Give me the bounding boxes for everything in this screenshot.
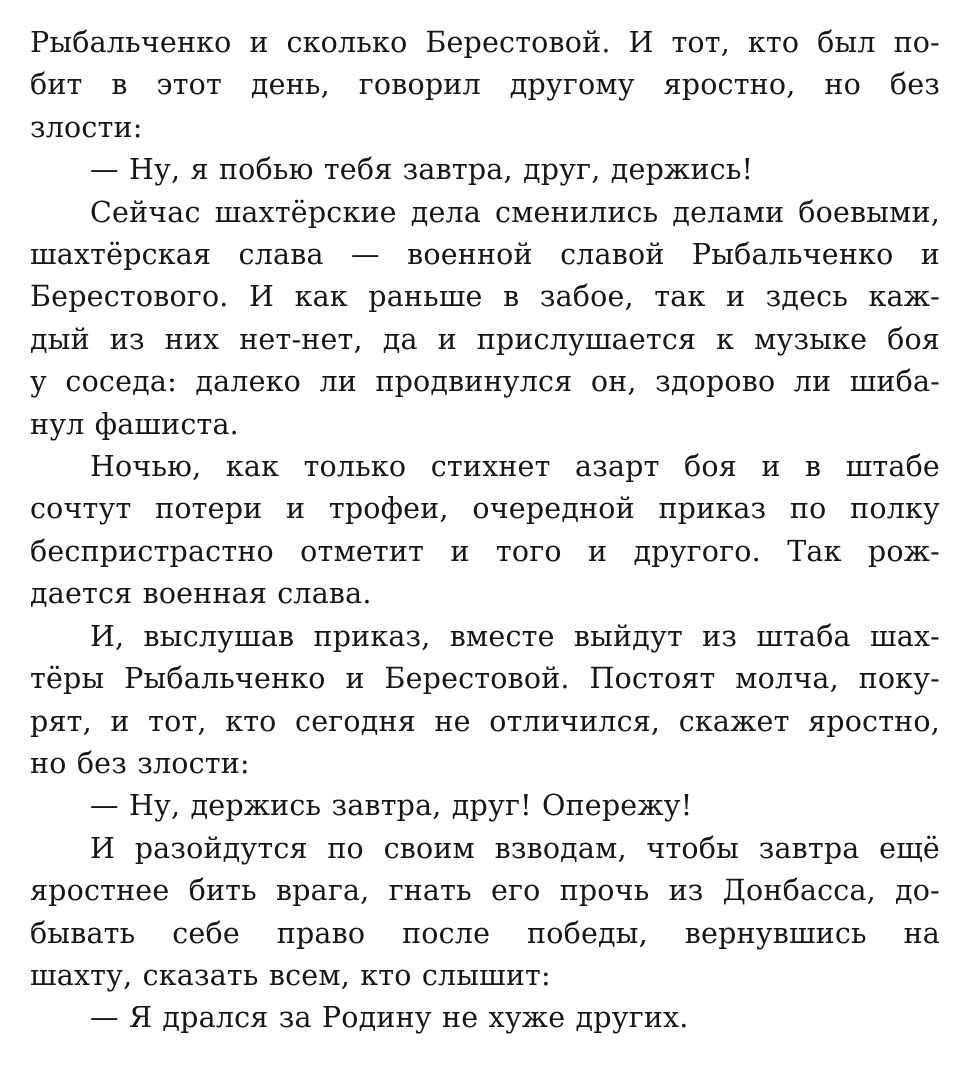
text-line: тёры Рыбальченко и Берестовой. Постоят молча, поку- <box>30 662 940 696</box>
text-line: шахтёрская слава — военной славой Рыбальченко и <box>30 238 940 272</box>
page-text <box>30 22 940 1040</box>
dialogue-line: — Я дрался за Родину не хуже других. <box>90 1001 689 1035</box>
text-line: шахту, сказать всем, кто слышит: <box>30 958 551 992</box>
text-line: беспристрастно отметит и того и другого. Так рож- <box>30 534 940 568</box>
text-line: рят, и тот, кто сегодня не отличился, скажет яростно, <box>30 704 940 738</box>
text-line: яростнее бить врага, гнать его прочь из Донбасса, до- <box>30 874 940 908</box>
text-line: сочтут потери и трофеи, очередной приказ по полку <box>30 492 940 526</box>
text-line: но без злости: <box>30 746 250 780</box>
text-line: дается военная слава. <box>30 577 372 611</box>
text-line: Рыбальченко и сколько Берестовой. И тот, кто был по- <box>30 26 940 59</box>
text-line: злости: <box>30 110 143 144</box>
paragraph-start-line: И разойдутся по своим взводам, чтобы завтра ещё <box>90 831 940 865</box>
dialogue-line: — Ну, я побью тебя завтра, друг, держись! <box>90 153 754 187</box>
text-line: бывать себе право после победы, вернувшись на <box>30 916 940 950</box>
paragraph-start-line: И, выслушав приказ, вместе выйдут из штаба шах- <box>90 619 940 653</box>
text-line: Берестового. И как раньше в забое, так и здесь каж- <box>30 280 940 314</box>
paragraph-start-line: Ночью, как только стихнет азарт боя и в штабе <box>90 450 940 484</box>
text-line: дый из них нет-нет, да и прислушается к музыке боя <box>30 322 940 356</box>
paragraph-start-line: Сейчас шахтёрские дела сменились делами боевыми, <box>90 195 940 229</box>
text-line: нул фашиста. <box>30 407 239 441</box>
dialogue-line: — Ну, держись завтра, друг! Опережу! <box>90 789 693 823</box>
text-line: у соседа: далеко ли продвинулся он, здорово ли шиба- <box>30 365 940 399</box>
text-line: бит в этот день, говорил другому яростно, но без <box>30 68 940 102</box>
